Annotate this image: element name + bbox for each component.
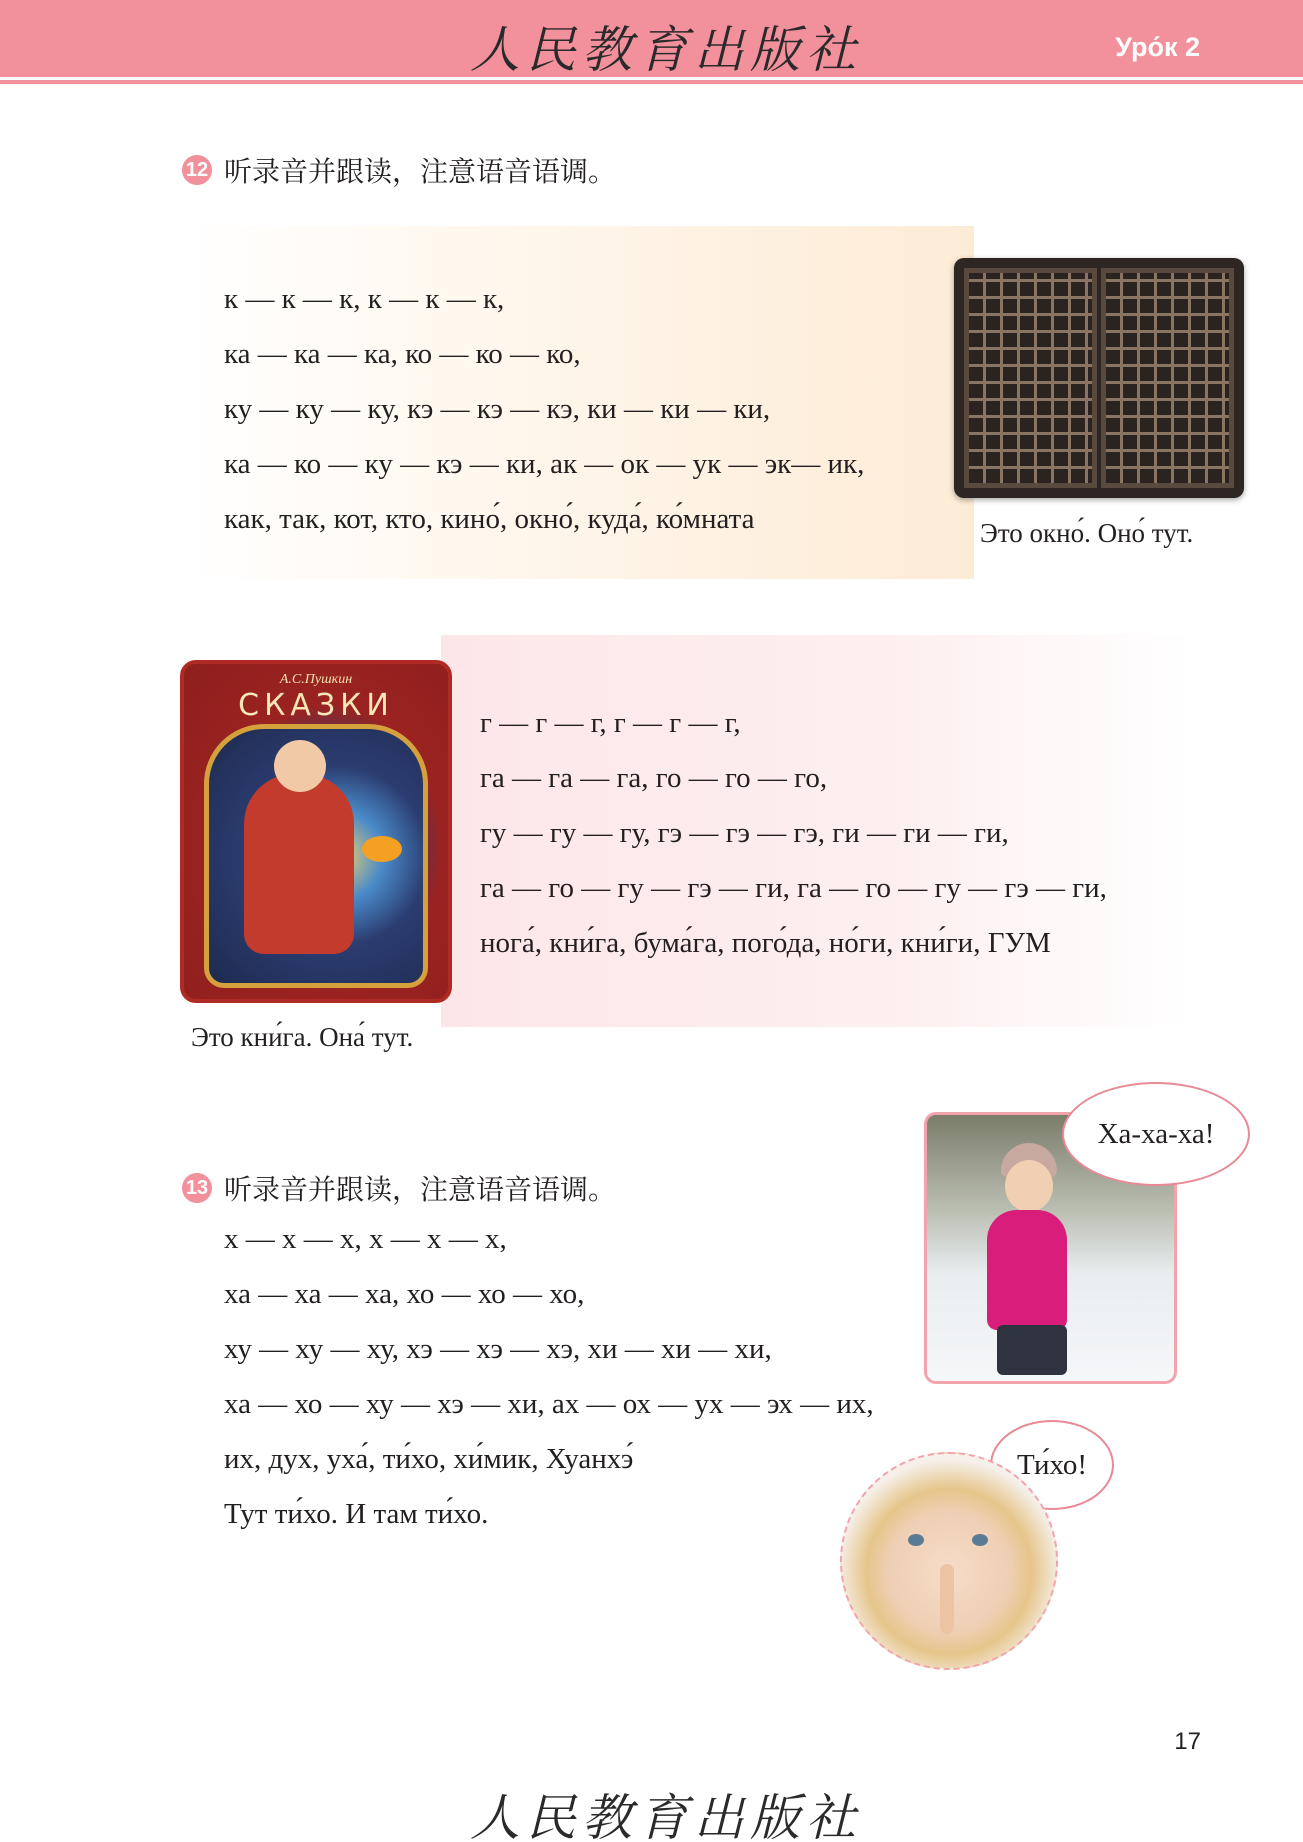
practice-line: га — го — гу — гэ — ги, га — го — гу — гэ — ги, [480,872,1107,904]
pink-snowsuit [987,1210,1067,1330]
practice-line: ху — ху — ху, хэ — хэ — хэ, хи — хи — хи, [224,1333,772,1365]
k-sound-lines [224,272,864,547]
bubble-text: Ха-ха-ха! [1097,1117,1215,1150]
exercise-number-badge: 13 [182,1173,212,1203]
practice-line: гу — гу — гу, гэ — гэ — гэ, ги — ги — ги, [480,817,1009,849]
girl-face [1005,1160,1053,1212]
lesson-label: Уро́к 2 [1115,32,1200,62]
practice-line: ха — хо — ху — хэ — хи, ах — ох — ух — эх — их, [224,1388,874,1420]
footer-publisher-logo: 人民教育出版社 [470,1789,862,1842]
child-eye [908,1534,924,1546]
exercise-number-badge: 12 [182,155,212,185]
practice-line: к — к — к, к — к — к, [224,283,505,315]
exercise-instruction: 听录音并跟读，注意语音语调。 [224,155,617,188]
old-man-figure [244,774,354,954]
book-author: А.С.Пушкин [279,672,353,687]
h-sound-lines [224,1212,874,1542]
bubble-text: Ти́хо! [1016,1448,1088,1481]
practice-line: ка — ко — ку — кэ — ки, ак — ок — ук — эк— ик, [224,448,865,480]
finger-on-lips [940,1564,954,1634]
window-photo [954,258,1244,498]
g-sound-lines [480,696,1107,971]
practice-line: х — х — х, х — х — х, [224,1223,507,1255]
golden-fish-icon [362,836,402,862]
practice-line: их, дух, уха́, ти́хо, хи́мик, Хуанхэ́ [224,1443,634,1475]
exercise-instruction: 听录音并跟读，注意语音语调。 [224,1173,617,1206]
practice-line: ка — ка — ка, ко — ко — ко, [224,338,581,370]
page-number: 17 [1174,1728,1201,1755]
book-caption: Это кни́га. Она́ тут. [191,1022,414,1052]
exercise-13-heading [182,1168,616,1208]
practice-line: Тут ти́хо. И там ти́хо. [224,1498,489,1530]
fairy-tales-book-cover [180,660,452,1003]
shushing-child-photo [840,1452,1058,1670]
exercise-12-heading [182,150,616,190]
practice-line: ку — ку — ку, кэ — кэ — кэ, ки — ки — ки, [224,393,771,425]
publisher-logo: 人民教育出版社 [470,21,862,79]
window-pane-right [1101,268,1234,488]
laugh-speech-bubble [1062,1082,1250,1186]
window-pane-left [964,268,1097,488]
practice-line: нога́, кни́га, бума́га, пого́да, но́ги, кни́ги, ГУМ [480,927,1051,959]
practice-line: ха — ха — ха, хо — хо — хо, [224,1278,585,1310]
page-header [0,0,1303,80]
practice-line: г — г — г, г — г — г, [480,707,741,739]
practice-line: га — га — га, го — го — го, [480,762,828,794]
book-title: СКАЗКИ [238,688,394,723]
girl-legs [997,1325,1067,1375]
window-caption: Это окно́. Оно́ тут. [980,518,1194,548]
practice-line: как, так, кот, кто, кино́, окно́, куда́, ко́мната [224,503,755,535]
child-eye [972,1534,988,1546]
